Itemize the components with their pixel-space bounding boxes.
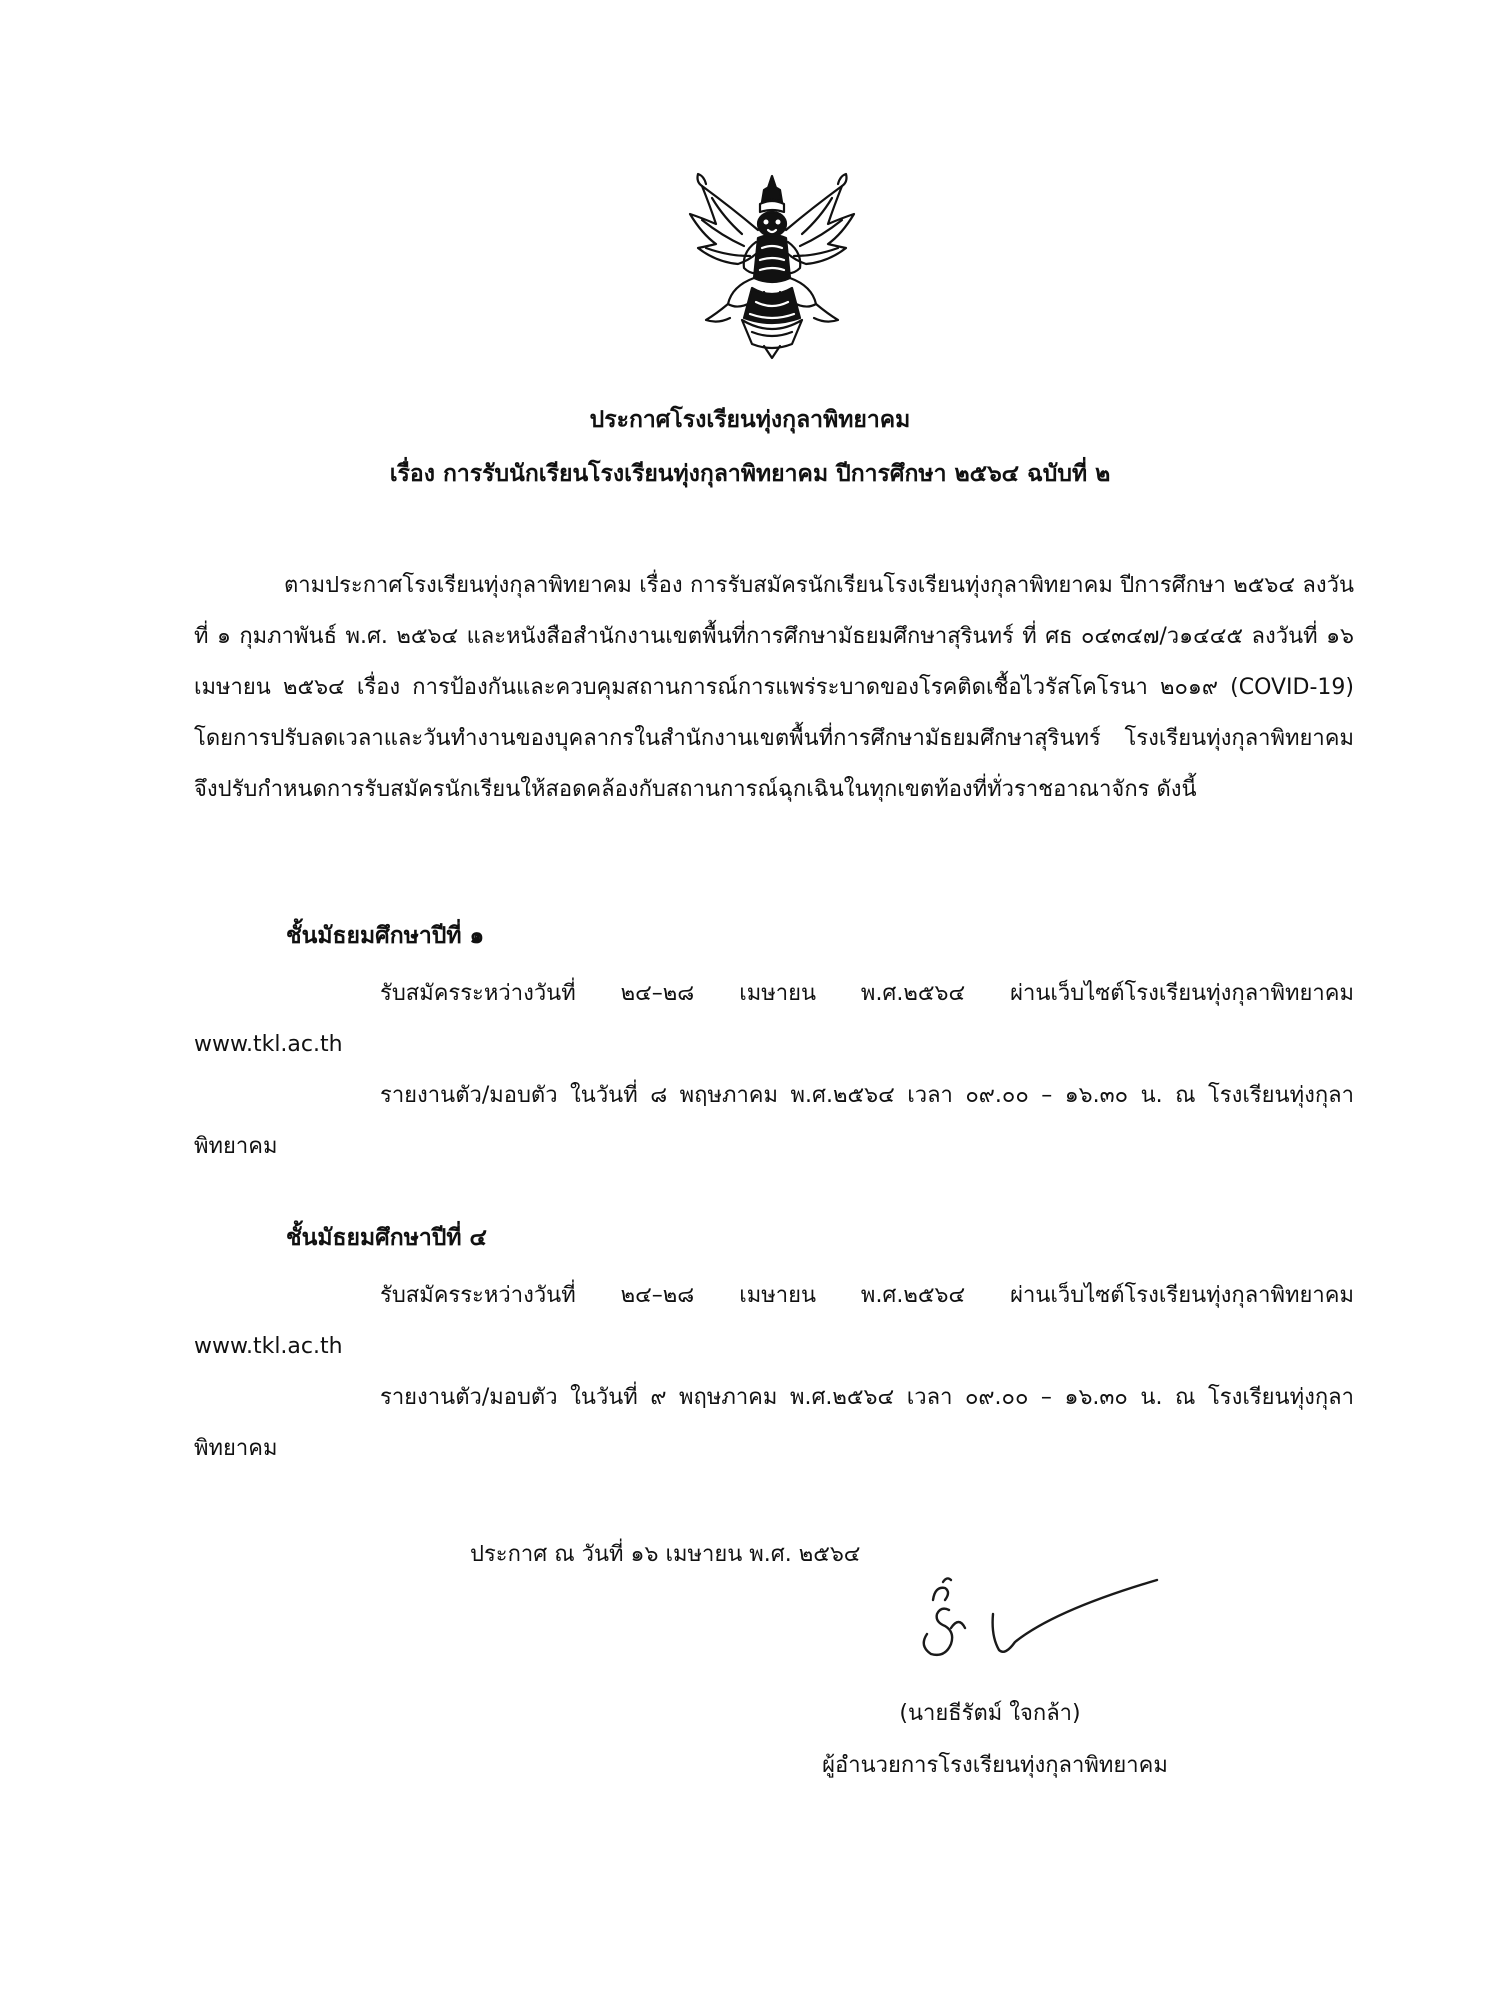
section-heading-grade-7: ชั้นมัธยมศึกษาปีที่ ๑ [286, 923, 485, 949]
registration-text-grade-7: รับสมัครระหว่างวันที่ ๒๔–๒๘ เมษายน พ.ศ.๒๕๖๔ ผ่านเว็บไซต์โรงเรียนทุ่งกุลาพิทยาคม www.tkl.ac.th [194, 981, 1354, 1057]
report-text-grade-10: รายงานตัว/มอบตัว ในวันที่ ๙ พฤษภาคม พ.ศ.๒๕๖๔ เวลา ๐๙.๐๐ – ๑๖.๓๐ น. ณ โรงเรียนทุ่งกุลาพิทยาคม [194, 1385, 1354, 1461]
section-heading-grade-10: ชั้นมัธยมศึกษาปีที่ ๔ [286, 1225, 487, 1251]
document-title: ประกาศโรงเรียนทุ่งกุลาพิทยาคม [589, 407, 911, 433]
registration-text-grade-10: รับสมัครระหว่างวันที่ ๒๔–๒๘ เมษายน พ.ศ.๒๕๖๔ ผ่านเว็บไซต์โรงเรียนทุ่งกุลาพิทยาคม www.tkl.ac.th [194, 1283, 1354, 1359]
intro-paragraph: ตามประกาศโรงเรียนทุ่งกุลาพิทยาคม เรื่อง การรับสมัครนักเรียนโรงเรียนทุ่งกุลาพิทยาคม ปีการศึกษา ๒๕๖๔ ลงวันที่ ๑ กุมภาพันธ์ พ.ศ. ๒๕๖๔ และหนังสือสำนักงานเขตพื้นที่การศึกษามัธยมศึกษาสุรินทร์ ที่ ศธ ๐๔๓๔๗/ว๑๔๔๕ ลงวันที่ ๑๖ เมษายน ๒๕๖๔ เรื่อง การป้องกันและควบคุมสถานการณ์การแพร่ระบาดของโรคติดเชื้อไวรัสโคโรนา ๒๐๑๙ (COVID-19) โดยการปรับลดเวลาและวันทำงานของบุคลากรในสำนักงานเขตพื้นที่การศึกษามัธยมศึกษาสุรินทร์ โรงเรียนทุ่งกุลาพิทยาคม จึงปรับกำหนดการรับสมัครนักเรียนให้สอดคล้องกับสถานการณ์ฉุกเฉินในทุกเขตท้องที่ทั่วราชอาณาจักร ดังนี้ [194, 573, 1354, 802]
announcement-date: ประกาศ ณ วันที่ ๑๖ เมษายน พ.ศ. ๒๕๖๔ [470, 1542, 861, 1567]
report-text-grade-7: รายงานตัว/มอบตัว ในวันที่ ๘ พฤษภาคม พ.ศ.๒๕๖๔ เวลา ๐๙.๐๐ – ๑๖.๓๐ น. ณ โรงเรียนทุ่งกุลาพิทยาคม [194, 1083, 1354, 1159]
handwritten-signature [905, 1570, 1165, 1680]
document-subject: เรื่อง การรับนักเรียนโรงเรียนทุ่งกุลาพิทยาคม ปีการศึกษา ๒๕๖๔ ฉบับที่ ๒ [389, 461, 1111, 487]
signer-name: (นายธีรัตม์ ใจกล้า) [899, 1701, 1081, 1726]
garuda-emblem-icon [672, 168, 872, 368]
signer-position: ผู้อำนวยการโรงเรียนทุ่งกุลาพิทยาคม [822, 1753, 1168, 1778]
